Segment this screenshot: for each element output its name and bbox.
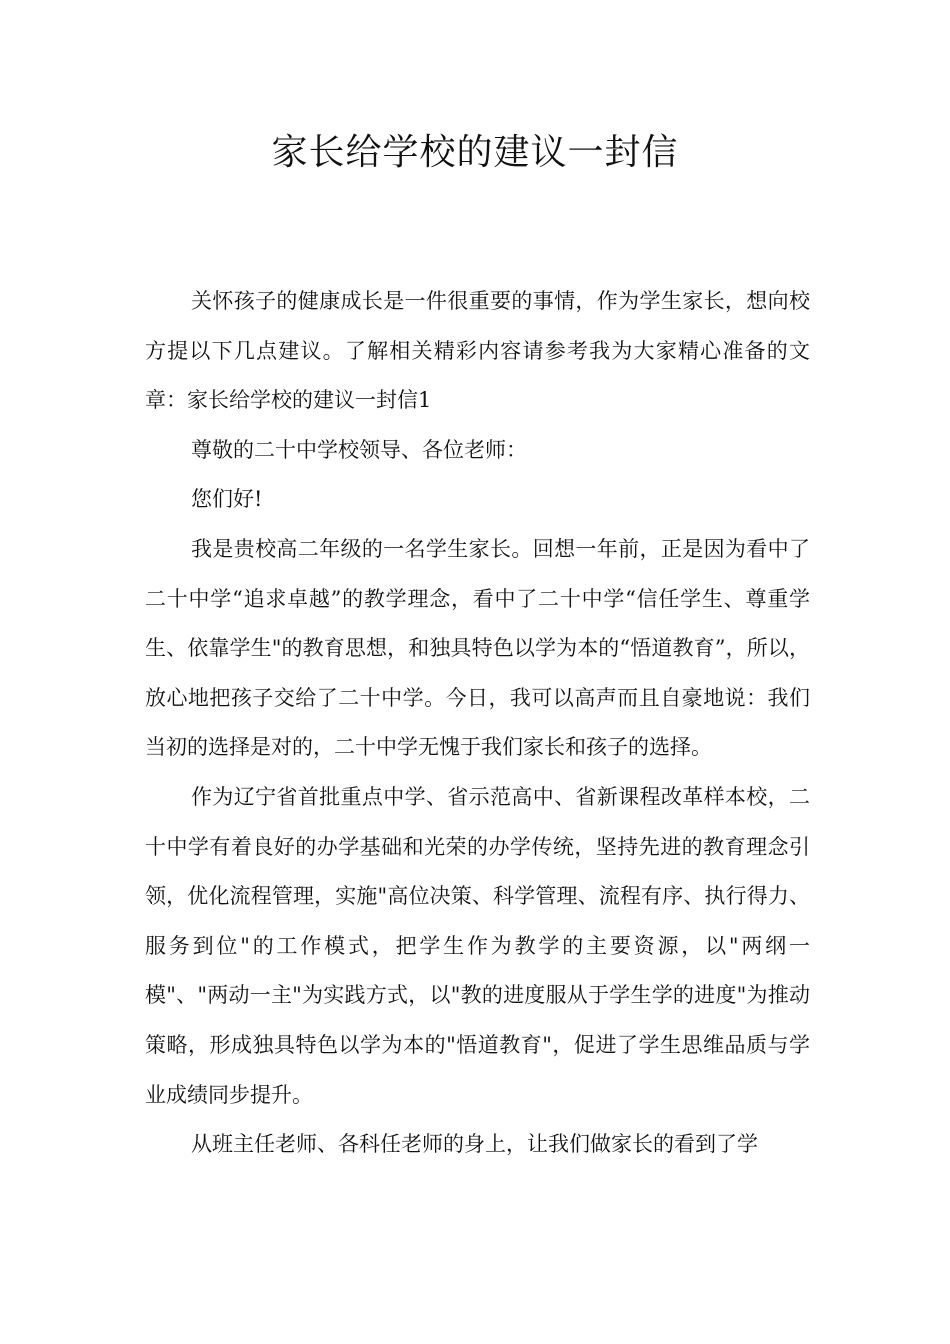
document-body bbox=[145, 277, 810, 1170]
body-paragraph: 我是贵校高二年级的一名学生家长。回想一年前，正是因为看中了二十中学“追求卓越”的教学理念，看中了二十中学“信任学生、尊重学生、依靠学生"的教育思想，和独具特色以学为本的“悟道教育”，所以，放心地把孩子交给了二十中学。今日，我可以高声而且自豪地说：我们当初的选择是对的，二十中学无愧于我们家长和孩子的选择。 bbox=[145, 536, 810, 760]
document-title: 家长给学校的建议一封信 bbox=[271, 132, 679, 173]
greeting-paragraph: 您们好! bbox=[191, 487, 263, 512]
intro-paragraph: 关怀孩子的健康成长是一件很重要的事情，作为学生家长，想向校方提以下几点建议。了解相关精彩内容请参考我为大家精心准备的文章：家长给学校的建议一封信1 bbox=[145, 289, 810, 413]
body-paragraph: 作为辽宁省首批重点中学、省示范高中、省新课程改革样本校，二十中学有着良好的办学基础和光荣的办学传统，坚持先进的教育理念引领，优化流程管理，实施"高位决策、科学管理、流程有序、执行得力、服务到位"的工作模式，把学生作为教学的主要资源，以"两纲一模"、"两动一主"为实践方式，以"教的进度服从于学生学的进度"为推动策略，形成独具特色以学为本的"悟道教育"，促进了学生思维品质与学业成绩同步提升。 bbox=[145, 784, 810, 1107]
salutation-paragraph: 尊敬的二十中学校领导、各位老师： bbox=[191, 437, 527, 462]
body-paragraph: 从班主任老师、各科任老师的身上，让我们做家长的看到了学 bbox=[191, 1132, 758, 1157]
